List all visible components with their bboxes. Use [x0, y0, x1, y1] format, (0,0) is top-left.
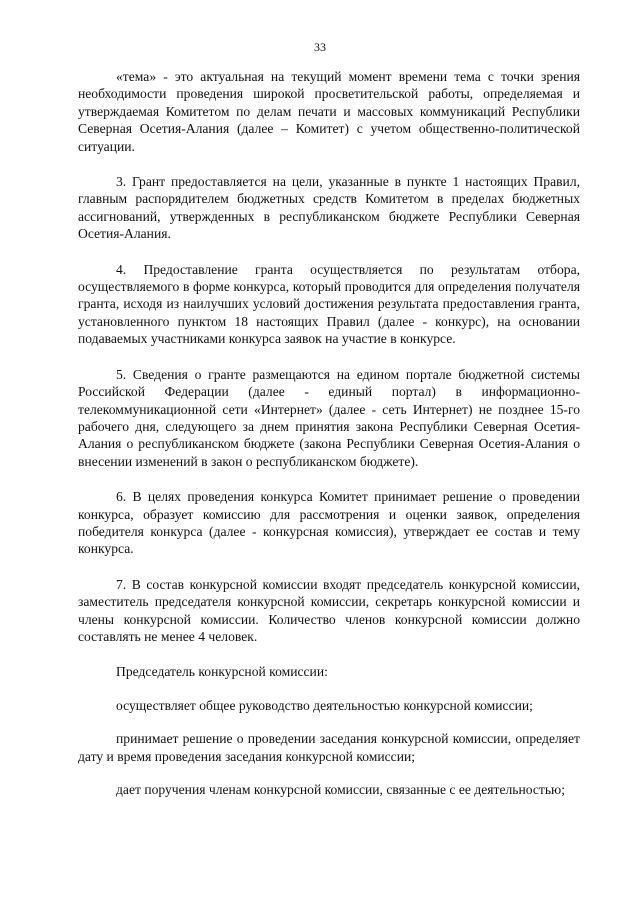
paragraph-chairman-duty-3: дает поручения членам конкурсной комиссии, связанные с ее деятельностью; — [116, 782, 565, 797]
paragraph-chairman-duty-1: осуществляет общее руководство деятельностью конкурсной комиссии; — [116, 697, 533, 713]
paragraph-3: 3. Грант предоставляется на цели, указанные в пункте 1 настоящих Правил, главным распорядителем бюджетных средств Комитетом в пределах бюджетных ассигнований, утвержденных в республиканском бюджете Республики Северная Осетия-Алания. — [78, 174, 580, 242]
paragraph-7: 7. В состав конкурсной комиссии входят председатель конкурсной комиссии, заместитель председателя конкурсной комиссии, секретарь конкурсной комиссии и члены конкурсной комиссии. Количество членов конкурсной комиссии должно составлять не менее 4 человек. — [78, 576, 580, 644]
paragraph-theme-definition: «тема» - это актуальная на текущий момент времени тема с точки зрения необходимости проведения широкой просветительской работы, определяемая и утверждаемая Комитетом по делам печати и массовых коммуникаций Республики Северная Осетия-Алания (далее – Комитет) с учетом общественно-политической ситуации. — [78, 69, 580, 154]
paragraph-5: 5. Сведения о гранте размещаются на едином портале бюджетной системы Российской Федерации (далее - единый портал) в информационно-телекоммуникационной сети «Интернет» (далее - сеть Интернет) не позднее 15-го рабочего дня, следующего за днем принятия закона Республики Северная Осетия-Алания о республиканском бюджете (закона Республики Северная Осетия-Алания о внесении изменений в закон о республиканском бюджете). — [78, 366, 580, 469]
document-body — [78, 68, 580, 814]
paragraph-chairman-heading: Председатель конкурсной комиссии: — [116, 664, 328, 680]
paragraph-6: 6. В целях проведения конкурса Комитет принимает решение о проведении конкурса, образует комиссию для рассмотрения и оценки заявок, определения победителя конкурса (далее - конкурсная комиссия), утверждает ее состав и тему конкурса. — [78, 489, 580, 557]
paragraph-chairman-duty-2: принимает решение о проведении заседания конкурсной комиссии, определяет дату и время проведения заседания конкурсной комиссии; — [78, 731, 580, 764]
page-number: 33 — [314, 40, 326, 54]
paragraph-4: 4. Предоставление гранта осуществляется по результатам отбора, осуществляемого в форме конкурса, который проводится для определения получателя гранта, исходя из наилучших условий достижения результата предоставления гранта, установленного пунктом 18 настоящих Правил (далее - конкурс), на основании подаваемых участниками конкурса заявок на участие в конкурсе. — [78, 261, 580, 347]
